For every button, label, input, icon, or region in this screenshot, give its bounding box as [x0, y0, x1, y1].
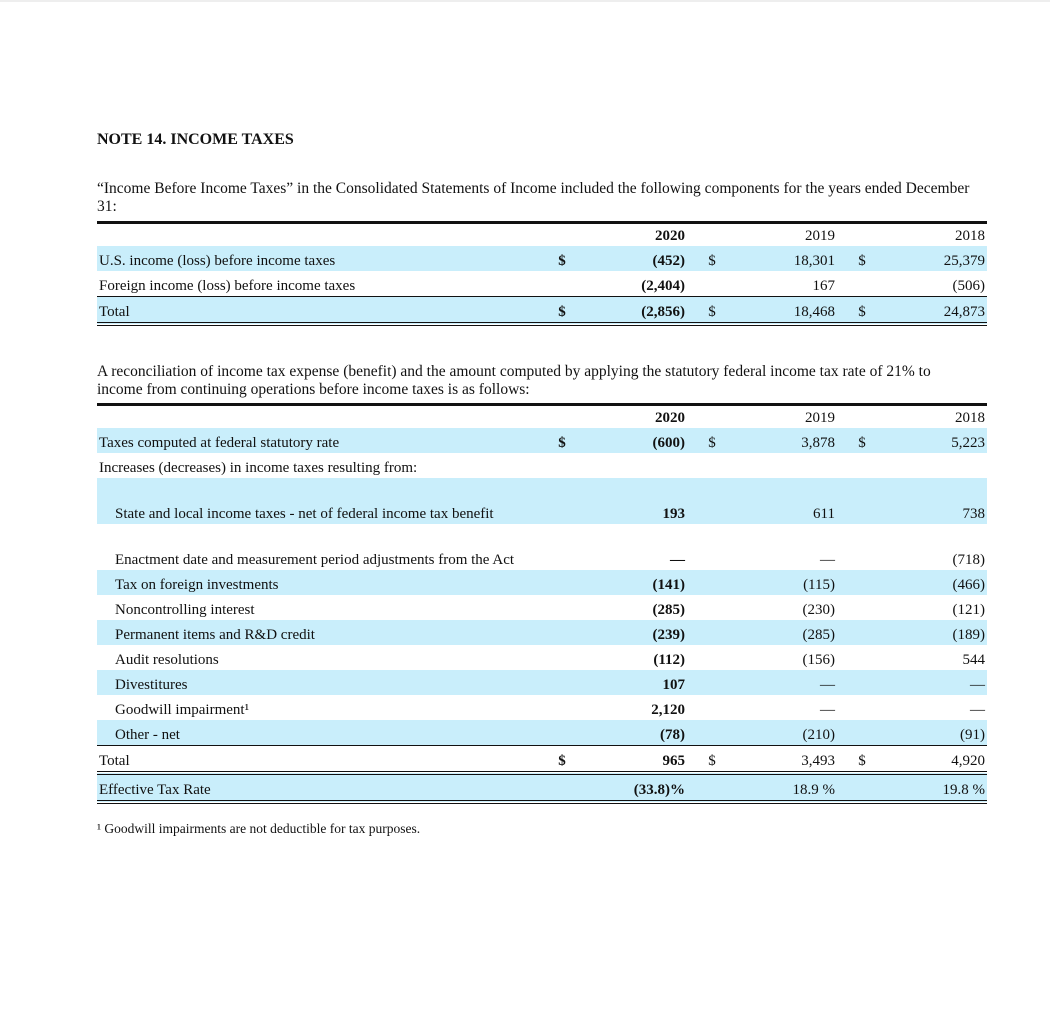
- currency-symbol: [687, 645, 737, 670]
- currency-symbol: $: [837, 428, 887, 453]
- currency-symbol: [537, 478, 587, 524]
- currency-symbol: $: [687, 246, 737, 271]
- value-2019: —: [820, 552, 835, 568]
- currency-symbol: [837, 620, 887, 645]
- year-header-2020: 2020: [655, 410, 685, 426]
- value-2018: (506): [952, 278, 985, 294]
- table-row: [97, 524, 987, 570]
- currency-symbol: $: [837, 297, 887, 325]
- row-label: Noncontrolling interest: [115, 602, 255, 618]
- currency-symbol: [537, 720, 587, 746]
- intro-paragraph-2: A reconciliation of income tax expense (benefit) and the amount computed by applying the statutory federal income tax rate of 21% to income from continuing operations before income taxes is as follows:: [97, 363, 931, 398]
- value-2018: —: [887, 670, 987, 695]
- currency-symbol: [837, 271, 887, 297]
- row-label: Increases (decreases) in income taxes resulting from:: [99, 460, 418, 476]
- value-2019: 167: [812, 278, 835, 294]
- header-row: [97, 405, 987, 429]
- currency-symbol: [837, 720, 887, 746]
- value-2018: 5,223: [887, 428, 987, 453]
- table-row: [97, 271, 987, 297]
- value-2020: (239): [587, 620, 687, 645]
- currency-symbol: $: [687, 746, 737, 774]
- currency-symbol: [537, 670, 587, 695]
- value-2019: (156): [802, 652, 835, 668]
- currency-symbol: [537, 271, 587, 297]
- currency-symbol: [837, 524, 887, 570]
- currency-symbol: [837, 570, 887, 595]
- currency-symbol: [687, 670, 737, 695]
- row-label: Enactment date and measurement period adjustments from the Act: [115, 552, 515, 568]
- currency-symbol: [837, 478, 887, 524]
- table-row: [97, 620, 987, 645]
- currency-symbol: [537, 695, 587, 720]
- header-spacer: [837, 405, 887, 429]
- currency-symbol: [837, 645, 887, 670]
- currency-symbol: [837, 453, 887, 478]
- currency-symbol: [837, 773, 887, 802]
- currency-symbol: $: [537, 246, 587, 271]
- intro-paragraph-1: “Income Before Income Taxes” in the Consolidated Statements of Income included the following components for the years ended December 31:: [97, 180, 970, 215]
- value-2019: (230): [802, 602, 835, 618]
- value-2018: 544: [962, 652, 985, 668]
- value-2018: —: [970, 702, 985, 718]
- currency-symbol: [537, 570, 587, 595]
- table-row: [97, 478, 987, 524]
- currency-symbol: [537, 645, 587, 670]
- year-header-2018: 2018: [955, 228, 985, 244]
- table-row: [97, 645, 987, 670]
- row-label: U.S. income (loss) before income taxes: [97, 246, 537, 271]
- currency-symbol: $: [837, 746, 887, 774]
- value-2019: 3,493: [737, 746, 837, 774]
- note-title: NOTE 14. INCOME TAXES: [97, 131, 294, 148]
- table-row: [97, 297, 987, 325]
- row-label: Total: [97, 297, 537, 325]
- table-row: [97, 670, 987, 695]
- currency-symbol: [687, 271, 737, 297]
- value-2019: —: [737, 670, 837, 695]
- row-label: Divestitures: [97, 670, 537, 695]
- value-2020: (78): [587, 720, 687, 746]
- header-spacer: [687, 223, 737, 247]
- header-spacer: [537, 405, 587, 429]
- footnote: ¹ Goodwill impairments are not deductible for tax purposes.: [97, 821, 421, 836]
- currency-symbol: [537, 524, 587, 570]
- currency-symbol: [687, 570, 737, 595]
- value-2020: [587, 453, 687, 478]
- currency-symbol: [837, 670, 887, 695]
- currency-symbol: [687, 453, 737, 478]
- currency-symbol: [687, 524, 737, 570]
- row-label: Permanent items and R&D credit: [97, 620, 537, 645]
- value-2018: 4,920: [887, 746, 987, 774]
- value-2019: [737, 453, 837, 478]
- table-row: [97, 773, 987, 802]
- value-2018: (189): [887, 620, 987, 645]
- value-2018: (466): [887, 570, 987, 595]
- value-2018: 24,873: [887, 297, 987, 325]
- value-2020: (600): [587, 428, 687, 453]
- value-2018: [887, 453, 987, 478]
- value-2020: (285): [652, 602, 685, 618]
- value-2019: 18,301: [737, 246, 837, 271]
- table-row: [97, 746, 987, 774]
- header-spacer: [837, 223, 887, 247]
- currency-symbol: [687, 478, 737, 524]
- row-label: State and local income taxes - net of federal income tax benefit: [97, 478, 537, 524]
- row-label: Total: [97, 746, 537, 774]
- year-header-2020: 2020: [655, 228, 685, 244]
- header-spacer: [687, 405, 737, 429]
- currency-symbol: $: [537, 428, 587, 453]
- value-2018: (718): [952, 552, 985, 568]
- header-label-cell: [97, 405, 537, 429]
- value-2020: (112): [653, 652, 685, 668]
- currency-symbol: [687, 773, 737, 802]
- currency-symbol: [537, 773, 587, 802]
- table-row: [97, 453, 987, 478]
- value-2020: 107: [587, 670, 687, 695]
- currency-symbol: [537, 453, 587, 478]
- currency-symbol: $: [687, 297, 737, 325]
- header-label-cell: [97, 223, 537, 247]
- value-2020: 193: [587, 478, 687, 524]
- row-label: Other - net: [97, 720, 537, 746]
- value-2020: (141): [587, 570, 687, 595]
- tax-reconciliation-table: [97, 403, 987, 804]
- value-2019: 3,878: [737, 428, 837, 453]
- value-2019: (285): [737, 620, 837, 645]
- value-2020: (33.8)%: [587, 773, 687, 802]
- value-2018: 25,379: [887, 246, 987, 271]
- page-top-border: [0, 0, 1050, 2]
- value-2020: 2,120: [651, 702, 685, 718]
- value-2019: (115): [737, 570, 837, 595]
- row-label: Taxes computed at federal statutory rate: [97, 428, 537, 453]
- currency-symbol: $: [687, 428, 737, 453]
- income-before-taxes-table: [97, 221, 987, 326]
- table-row: [97, 246, 987, 271]
- value-2019: 18.9 %: [737, 773, 837, 802]
- table-row: [97, 595, 987, 620]
- table-row: [97, 570, 987, 595]
- currency-symbol: [837, 695, 887, 720]
- row-label: Goodwill impairment¹: [115, 702, 250, 718]
- value-2019: 611: [737, 478, 837, 524]
- value-2020: (2,404): [641, 278, 685, 294]
- currency-symbol: [537, 595, 587, 620]
- year-header-2018: 2018: [955, 410, 985, 426]
- currency-symbol: [537, 620, 587, 645]
- row-label: Foreign income (loss) before income taxes: [99, 278, 356, 294]
- currency-symbol: [837, 595, 887, 620]
- table-row: [97, 720, 987, 746]
- value-2020: (452): [587, 246, 687, 271]
- value-2019: —: [820, 702, 835, 718]
- value-2020: —: [670, 552, 685, 568]
- value-2018: 19.8 %: [887, 773, 987, 802]
- row-label: Audit resolutions: [115, 652, 219, 668]
- value-2018: (121): [952, 602, 985, 618]
- value-2020: (2,856): [587, 297, 687, 325]
- currency-symbol: $: [537, 297, 587, 325]
- year-header-2019: 2019: [805, 228, 835, 244]
- table-row: [97, 695, 987, 720]
- header-spacer: [537, 223, 587, 247]
- row-label: Effective Tax Rate: [97, 773, 537, 802]
- value-2018: 738: [887, 478, 987, 524]
- currency-symbol: [687, 620, 737, 645]
- value-2019: (210): [737, 720, 837, 746]
- currency-symbol: [687, 720, 737, 746]
- header-row: [97, 223, 987, 247]
- value-2019: 18,468: [737, 297, 837, 325]
- table-row: [97, 428, 987, 453]
- currency-symbol: [687, 695, 737, 720]
- currency-symbol: $: [837, 246, 887, 271]
- currency-symbol: [687, 595, 737, 620]
- row-label: Tax on foreign investments: [97, 570, 537, 595]
- currency-symbol: $: [537, 746, 587, 774]
- value-2020: 965: [587, 746, 687, 774]
- year-header-2019: 2019: [805, 410, 835, 426]
- value-2018: (91): [887, 720, 987, 746]
